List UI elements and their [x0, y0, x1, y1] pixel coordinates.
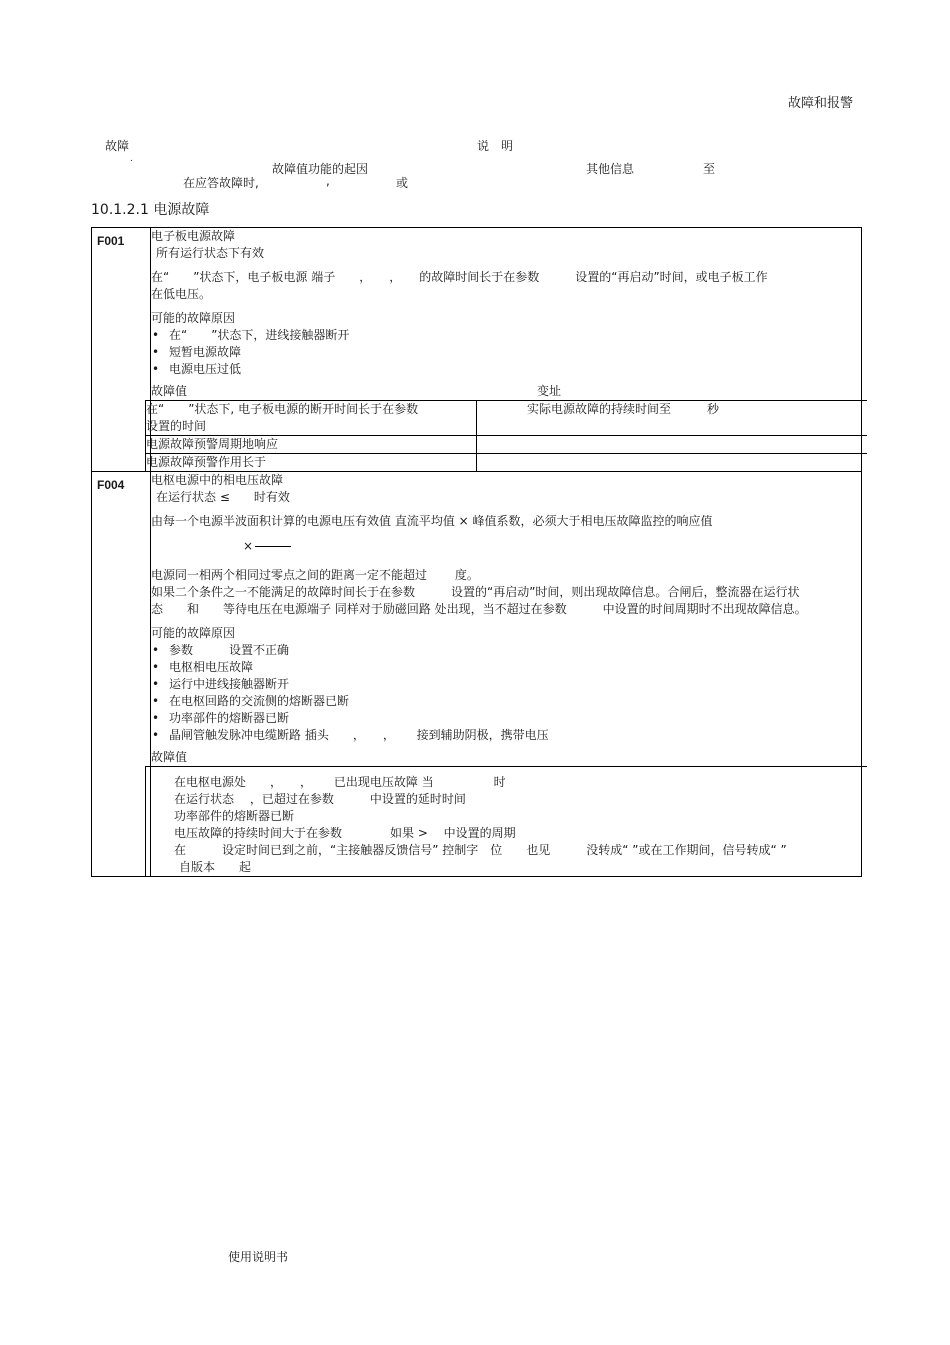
- cause-item: • 功率部件的熔断器已断: [151, 710, 861, 727]
- fault-value-text: 自版本 起: [179, 860, 252, 874]
- fault-body: [146, 228, 862, 472]
- fault-value-text: 在电枢电源处 ， ， 已出现电压故障 当 时: [174, 775, 506, 789]
- cause-item: • 晶闸管触发脉冲电缆断路 插头 ， ， 接到辅助阴极，携带电压: [151, 727, 861, 744]
- legend-cause-label: 故障值功能的起因: [272, 162, 369, 176]
- footer-text: 使用说明书: [228, 1250, 289, 1264]
- fault-value-table: [145, 766, 867, 876]
- legend-to: 至: [703, 162, 716, 176]
- fault-value-row: [146, 767, 868, 877]
- fault-title: 电子板电源故障: [151, 229, 236, 243]
- section-header-title: 故障和报警: [788, 96, 854, 111]
- causes-title: 可能的故障原因: [151, 626, 236, 640]
- fault-description-line: 态 和 等待电压在电源端子 同样对于励磁回路 处出现，当不超过在参数 中设置的时间周期时不出现故障信息。: [151, 602, 807, 616]
- fault-value-table: [145, 400, 867, 471]
- fault-description-line: 电源同一相两个相同过零点之间的距离一定不能超过 度。: [151, 568, 479, 582]
- legend-dot: .: [130, 154, 133, 164]
- causes-list: [151, 327, 861, 378]
- fault-value-text: 电源故障预警周期地响应: [146, 436, 477, 454]
- fault-code: F001: [92, 228, 151, 472]
- cause-item: • 运行中进线接触器断开: [151, 676, 861, 693]
- fault-validity: 所有运行状态下有效: [156, 246, 265, 260]
- fault-value-label: 故障值: [151, 384, 188, 398]
- fault-value-label: 故障值: [151, 750, 188, 764]
- index-label: 变址: [537, 384, 562, 398]
- fault-value-text: 在“ ”状态下, 电子板电源的断开时间长于在参数: [146, 402, 419, 416]
- fault-row-f001: [92, 228, 862, 472]
- fault-value-text: 电源故障预警作用长于: [146, 454, 477, 472]
- fraction-bar: [255, 546, 291, 547]
- fault-title: 电枢电源中的相电压故障: [151, 473, 284, 487]
- fault-table: [91, 227, 862, 877]
- fault-description-line: 由每一个电源半波面积计算的电源电压有效值 直流平均值 × 峰值系数，必须大于相电压故障监控的响应值: [151, 514, 713, 528]
- fault-value-row: [146, 454, 868, 472]
- fault-value-detail: [477, 436, 868, 454]
- fault-validity: 在运行状态 ≤ 时有效: [156, 490, 290, 504]
- cause-item: • 在“ ”状态下，进线接触器断开: [151, 327, 861, 344]
- cause-item: • 在电枢回路的交流侧的熔断器已断: [151, 693, 861, 710]
- fault-value-row: [146, 401, 868, 436]
- fault-value-text: 设置的时间: [146, 419, 207, 433]
- formula: [151, 538, 861, 555]
- fault-value-detail: 实际电源故障的持续时间至 秒: [477, 401, 868, 436]
- cause-item: • 电源电压过低: [151, 361, 861, 378]
- fault-value-detail: [477, 454, 868, 472]
- fault-description-line: 在“ ”状态下，电子板电源 端子 ， ， 的故障时间长于在参数 设置的“再启动”时间，或电子板工作: [151, 270, 768, 284]
- fault-body: [151, 472, 862, 877]
- fault-value-row: [146, 436, 868, 454]
- fault-value-text: 在运行状态 ，已超过在参数 中设置的延时时间: [174, 792, 466, 806]
- legend-ack-comma: ,: [326, 174, 330, 188]
- causes-title: 可能的故障原因: [151, 311, 236, 325]
- legend-ack-or: 或: [396, 176, 409, 190]
- cause-item: • 短暂电源故障: [151, 344, 861, 361]
- fault-value-text: 在 设定时间已到之前，“主接触器反馈信号” 控制字 位 也见 没转成“ ”或在工作期间，信号转成“ ”: [174, 843, 787, 857]
- fault-row-f004: [92, 472, 862, 877]
- legend-fault-label: 故障: [105, 139, 130, 153]
- fault-value-text: 功率部件的熔断器已断: [174, 809, 295, 823]
- cause-item: • 电枢相电压故障: [151, 659, 861, 676]
- legend-other-info: 其他信息: [586, 162, 635, 176]
- formula-times: ×: [243, 539, 254, 553]
- legend-description-label: 说 明: [477, 139, 514, 153]
- cause-item: • 参数 设置不正确: [151, 642, 861, 659]
- fault-code: F004: [92, 472, 151, 877]
- causes-list: [151, 642, 861, 744]
- fault-description-line: 在低电压。: [151, 287, 212, 301]
- section-heading: 10.1.2.1 电源故障: [91, 202, 210, 218]
- fault-description-line: 如果二个条件之一不能满足的故障时间长于在参数 设置的“再启动”时间，则出现故障信息。合闸后，整流器在运行状: [151, 585, 800, 599]
- fault-value-text: 电压故障的持续时间大于在参数 如果 > 中设置的周期: [174, 826, 516, 840]
- legend-ack-text: 在应答故障时,: [183, 176, 259, 190]
